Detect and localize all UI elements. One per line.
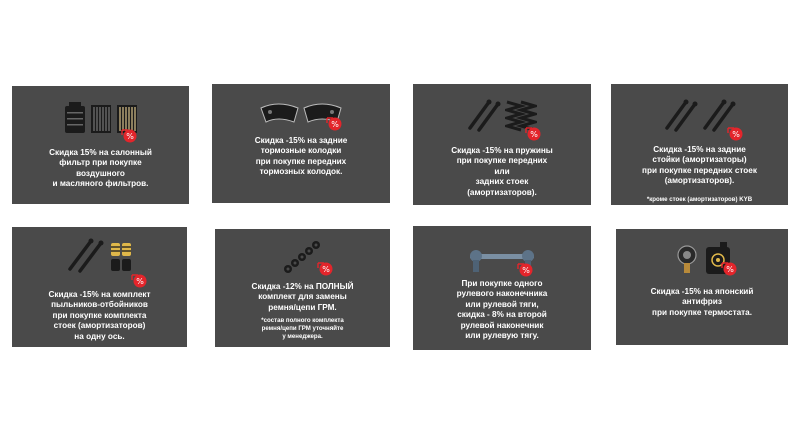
discount-badge-icon	[325, 114, 343, 132]
promo-card-rear-struts[interactable]	[611, 84, 788, 205]
shock-absorbers-icon	[664, 98, 698, 132]
discount-badge-icon	[316, 259, 334, 277]
svg-text:%: %	[522, 266, 530, 275]
promo-text: Скидка -15% на задние тормозные колодки при покупке передних тормозных колодок.	[254, 136, 348, 177]
svg-text:%: %	[732, 130, 740, 139]
card-icons	[616, 235, 788, 275]
discount-badge-icon	[120, 126, 138, 144]
shock-absorbers-icon	[467, 98, 501, 132]
promo-text: При покупке одного рулевого наконечника или рулевой тяги, скидка - 8% на второй рулевой наконечник или рулевую тягу.	[456, 279, 548, 341]
discount-badge-icon	[726, 124, 744, 142]
oil-filter-icon	[64, 102, 86, 134]
svg-text:%: %	[726, 265, 734, 274]
card-icons	[12, 94, 189, 134]
promo-card-cabin-filter[interactable]	[12, 86, 189, 204]
promo-text: Скидка -15% на комплект пыльников-отбойников при покупке комплекта стоек (амортизаторов) на одну ось.	[48, 290, 151, 341]
promo-card-springs[interactable]	[413, 84, 591, 205]
svg-text:%: %	[136, 277, 144, 286]
promo-text: Скидка -15% на задние стойки (амортизаторы) при покупке передних стоек (амортизаторов).	[642, 145, 757, 186]
promo-footnote: *кроме стоек (амортизаторов) KYB	[646, 196, 753, 203]
promo-footnote: *состав полного комплекта ремня/цепи ГРМ уточняйте у менеджера.	[261, 317, 344, 340]
shock-absorbers-icon	[67, 237, 105, 273]
promo-text: Скидка 15% на салонный фильтр при покупке воздушного и масляного фильтров.	[49, 148, 152, 189]
card-icons	[413, 234, 591, 274]
discount-badge-icon	[524, 124, 542, 142]
card-icons	[611, 92, 788, 132]
bump-stop-kit-icon	[109, 241, 133, 273]
promo-card-tie-rods[interactable]	[413, 226, 591, 350]
thermostat-icon	[673, 245, 701, 275]
svg-text:%: %	[322, 265, 330, 274]
card-icons	[413, 92, 591, 132]
discount-badge-icon	[720, 259, 738, 277]
promo-text: Скидка -15% на японский антифриз при покупке термостата.	[650, 287, 754, 317]
svg-text:%: %	[331, 120, 339, 129]
promo-text: Скидка -15% на пружины при покупке передних или задних стоек (амортизаторов).	[451, 146, 553, 197]
promo-card-brake-pads[interactable]	[212, 84, 390, 203]
promo-card-timing-kit[interactable]	[215, 229, 390, 347]
discount-badge-icon	[516, 260, 534, 278]
promo-card-antifreeze[interactable]	[616, 229, 788, 345]
discount-badge-icon	[130, 271, 148, 289]
promo-card-bump-stops[interactable]	[12, 227, 187, 347]
card-icons	[215, 235, 390, 275]
card-icons	[12, 233, 187, 273]
promo-text: Скидка -12% на ПОЛНЫЙ комплект для замены ремня/цепи ГРМ.	[251, 282, 354, 312]
air-filter-icon	[90, 104, 112, 134]
svg-text:%: %	[530, 130, 538, 139]
svg-text:%: %	[126, 132, 134, 141]
card-icons	[212, 90, 390, 130]
